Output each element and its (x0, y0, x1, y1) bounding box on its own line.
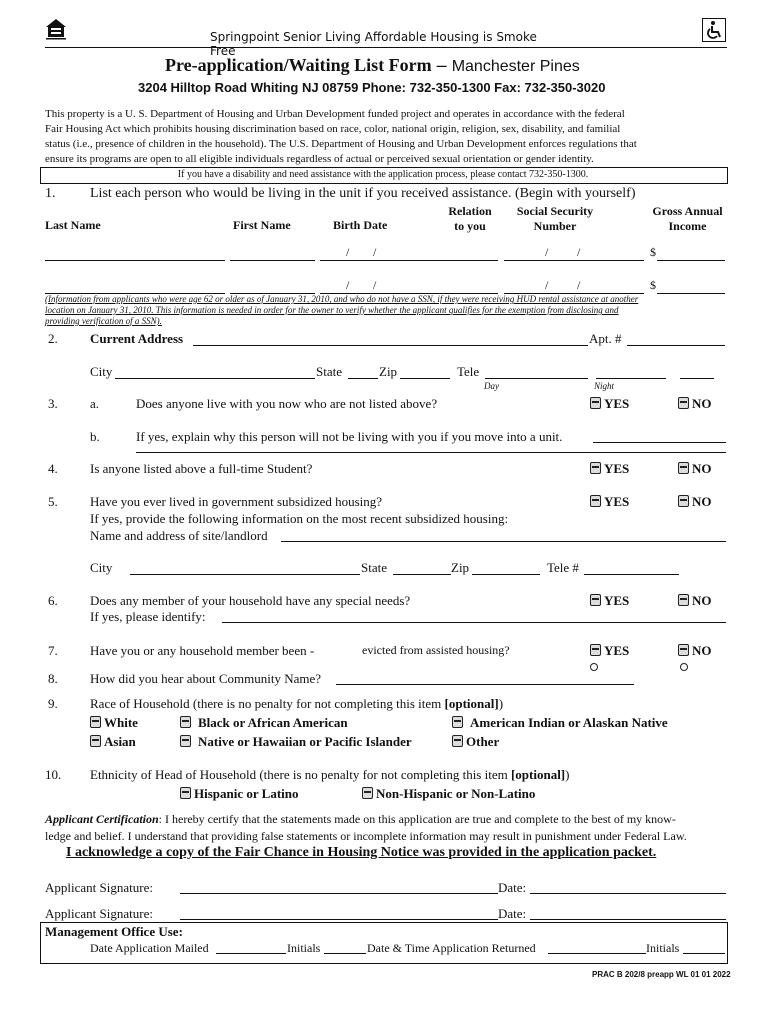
q3a-text: Does anyone live with you now who are not listed above? (136, 396, 438, 411)
q3b-field-2[interactable] (136, 452, 726, 453)
title-main: Pre-application/Waiting List Form (165, 55, 432, 75)
col-ssn-2: Number (533, 219, 577, 233)
checkbox-icon (590, 495, 601, 507)
q5-no-label: NO (692, 494, 712, 509)
q5-state-label: State (361, 560, 387, 575)
q3b-text: If yes, explain why this person will not be living with you if you move into a unit. (136, 429, 563, 444)
intro-line-2: Fair Housing Act which prohibits housing discrimination based on race, color, national origin, religion, sex, disability, and familial (45, 123, 621, 135)
intro-line-1: This property is a U. S. Department of Housing and Urban Development funded project and operates in accordance with the federal (45, 108, 625, 120)
tele-night-field[interactable] (596, 378, 666, 379)
q3-no[interactable] (678, 396, 712, 412)
q4-yes-label: YES (604, 461, 630, 476)
birth-slash-2b: / (373, 278, 377, 292)
q9-text (90, 696, 503, 712)
office-mailed-field[interactable] (216, 953, 286, 954)
birth-date-field-1[interactable] (320, 260, 430, 261)
q3b-label: b. (90, 429, 100, 444)
q6-yes[interactable] (590, 593, 629, 609)
q8-number: 8. (48, 671, 58, 686)
state-field[interactable] (348, 378, 378, 379)
applicant-signature-label-2: Applicant Signature: (45, 906, 153, 921)
checkbox-icon (590, 462, 601, 474)
col-ssn (505, 204, 605, 234)
special-needs-field[interactable] (222, 622, 726, 623)
office-mailed-label: Date Application Mailed (90, 941, 209, 955)
apt-field[interactable] (627, 345, 725, 346)
q5-city-label: City (90, 560, 113, 575)
office-initials-label-1: Initials (287, 941, 321, 955)
apt-label: Apt. # (589, 331, 622, 346)
race-black[interactable] (180, 715, 348, 731)
q5-text-1: Have you ever lived in government subsidized housing? (90, 494, 383, 509)
q5-state-field[interactable] (393, 574, 451, 575)
q5-text-3: Name and address of site/landlord (90, 528, 268, 543)
acknowledge-notice: I acknowledge a copy of the Fair Chance in Housing Notice was provided in the application packet. (66, 845, 657, 860)
race-other-label: Other (466, 734, 500, 749)
ethnicity-hispanic-label: Hispanic or Latino (194, 786, 299, 801)
checkbox-icon (590, 594, 601, 606)
race-hawaiian-label: Native or Hawaiian or Pacific Islander (198, 734, 412, 749)
checkbox-icon (180, 735, 191, 747)
ssn-field-1[interactable] (504, 260, 644, 261)
q4-no[interactable] (678, 461, 712, 477)
q1-number: 1. (45, 186, 56, 201)
q5-text-2: If yes, provide the following information on the most recent subsidized housing: (90, 511, 509, 526)
tele-night-ext-field[interactable] (680, 378, 714, 379)
last-name-field-1[interactable] (45, 260, 225, 261)
tele-label: Tele (457, 364, 480, 379)
disability-notice: If you have a disability and need assistance with the application process, please contact 732-350-1300. (177, 169, 589, 180)
q9-optional: [optional] (444, 696, 499, 711)
date-field-1[interactable] (530, 893, 726, 894)
col-income (640, 204, 735, 234)
q5-zip-label: Zip (451, 560, 470, 575)
applicant-signature-field-2[interactable] (180, 919, 498, 920)
income-field-1[interactable] (657, 260, 725, 261)
equal-housing-icon (45, 18, 67, 40)
q9-close: ) (498, 696, 504, 711)
q7-yes[interactable] (590, 643, 629, 659)
q7-no-label: NO (692, 643, 712, 658)
checkbox-icon (362, 787, 373, 799)
race-black-label: Black or African American (198, 715, 348, 730)
birth-slash-1b: / (373, 245, 377, 259)
q5-no[interactable] (678, 494, 712, 510)
checkbox-icon (180, 716, 191, 728)
checkbox-icon (452, 735, 463, 747)
q10-text (90, 767, 569, 783)
footer-code: PRAC B 202/8 preapp WL 01 01 2022 (592, 970, 731, 979)
birth-slash-2a: / (346, 278, 350, 292)
q10-text-main: Ethnicity of Head of Household (there is no penalty for not completing this item (90, 767, 511, 782)
q5-yes[interactable] (590, 494, 629, 510)
applicant-signature-field-1[interactable] (180, 893, 498, 894)
q2-number: 2. (48, 331, 58, 346)
q3-yes-label: YES (604, 396, 630, 411)
q7-text-b: evicted from assisted housing? (362, 643, 510, 657)
q8-yes-radio[interactable] (590, 663, 598, 671)
q4-text: Is anyone listed above a full-time Student? (90, 461, 313, 476)
checkbox-icon (678, 495, 689, 507)
intro-line-3: status (i.e., presence of children in the household). The U.S. Department of Housing and Urban Development enforces regulations that (45, 138, 637, 150)
checkbox-icon (452, 716, 463, 728)
q8-text: How did you hear about Community Name? (90, 671, 322, 686)
checkbox-icon (678, 594, 689, 606)
intro-line-4: ensure its programs are open to all eligible individuals regardless of actual or perceived sexual orientation or gender identity. (45, 153, 594, 165)
ethnicity-non-hispanic-label: Non-Hispanic or Non-Latino (376, 786, 536, 801)
col-last-name: Last Name (45, 218, 101, 232)
ssn-note-2: location on January 31, 2010. This information is needed in order for the owner to verify whether the applicant qualifies for the exemption from disclosing and (45, 305, 619, 315)
checkbox-icon (90, 735, 101, 747)
tele-day-label: Day (484, 381, 499, 391)
col-income-2: Income (668, 219, 707, 233)
top-banner: Springpoint Senior Living Affordable Housing is Smoke Free (210, 30, 537, 58)
ssn-slash-1b: / (577, 245, 581, 259)
q4-no-label: NO (692, 461, 712, 476)
col-first-name: First Name (233, 218, 291, 232)
col-income-1: Gross Annual (652, 204, 723, 218)
office-initials-field-1[interactable] (324, 953, 366, 954)
certification-text-1: : I hereby certify that the statements made on this application are true and complete to the best of my know- (158, 812, 676, 826)
management-office-label: Management Office Use: (45, 924, 183, 939)
q5-number: 5. (48, 494, 58, 509)
state-label: State (316, 364, 342, 379)
q6-yes-label: YES (604, 593, 630, 608)
q3a-label: a. (90, 396, 100, 411)
checkbox-icon (678, 644, 689, 656)
landlord-field[interactable] (281, 541, 726, 542)
q6-number: 6. (48, 593, 58, 608)
certification-line-1 (45, 812, 676, 827)
q9-number: 9. (48, 696, 58, 711)
race-native-american-label: American Indian or Alaskan Native (470, 715, 668, 730)
ssn-note-1: (Information from applicants who were age 62 or older as of January 31, 2010, and who do not have a SSN, if they were receiving HUD rental assistance at another (45, 294, 639, 304)
q7-no[interactable] (678, 643, 712, 659)
race-native-american[interactable] (452, 715, 668, 731)
q3-no-label: NO (692, 396, 712, 411)
q3-yes[interactable] (590, 396, 629, 412)
office-returned-field[interactable] (548, 953, 646, 954)
q6-no-label: NO (692, 593, 712, 608)
q5-yes-label: YES (604, 494, 630, 509)
col-relation-2: to you (454, 219, 486, 233)
q6-text-2: If yes, please identify: (90, 609, 206, 624)
q7-yes-label: YES (604, 643, 630, 658)
current-address-field[interactable] (193, 345, 588, 346)
accessibility-icon (702, 18, 726, 42)
q5-zip-field[interactable] (472, 574, 540, 575)
q3b-field-1[interactable] (593, 442, 726, 443)
ethnicity-hispanic[interactable] (180, 786, 299, 802)
community-name-field[interactable] (336, 684, 634, 685)
title-property: Manchester Pines (451, 58, 580, 75)
q4-yes[interactable] (590, 461, 629, 477)
q5-tele-field[interactable] (584, 574, 679, 575)
zip-label: Zip (379, 364, 398, 379)
tele-day-field[interactable] (485, 378, 588, 379)
col-relation (430, 204, 510, 234)
q5-tele-label: Tele # (547, 560, 579, 575)
q9-text-main: Race of Household (there is no penalty for not completing this item (90, 696, 445, 711)
certification-label: Applicant Certification (45, 812, 159, 826)
relation-field-1[interactable] (430, 260, 498, 261)
q3-number: 3. (48, 396, 58, 411)
q10-close: ) (565, 767, 570, 782)
certification-line-2: ledge and belief. I understand that providing false statements or incomplete information may result in punishment under Federal Law. (45, 829, 687, 843)
q5-city-field[interactable] (130, 574, 360, 575)
date-label-2: Date: (498, 906, 527, 921)
q6-no[interactable] (678, 593, 712, 609)
checkbox-icon (180, 787, 191, 799)
q1-text: List each person who would be living in the unit if you received assistance. (Begin with yourself) (90, 186, 636, 201)
q10-optional: [optional] (510, 767, 566, 782)
date-field-2[interactable] (530, 919, 726, 920)
ssn-note-3: providing verification of a SSN). (45, 316, 162, 326)
address-line: 3204 Hilltop Road Whiting NJ 08759 Phone: 732-350-1300 Fax: 732-350-3020 (138, 80, 606, 95)
office-returned-label: Date & Time Application Returned (367, 941, 536, 955)
race-other[interactable] (452, 734, 499, 750)
city-field[interactable] (115, 378, 315, 379)
dollar-2: $ (650, 278, 656, 292)
city-label: City (90, 364, 113, 379)
dollar-1: $ (650, 245, 656, 259)
checkbox-icon (590, 644, 601, 656)
col-birth-date: Birth Date (333, 218, 388, 232)
q8-no-radio[interactable] (680, 663, 688, 671)
q6-text-1: Does any member of your household have any special needs? (90, 593, 411, 608)
checkbox-icon (678, 397, 689, 409)
page-title (165, 55, 580, 76)
header-rule (45, 47, 727, 48)
ssn-note (45, 294, 735, 327)
ethnicity-non-hispanic[interactable] (362, 786, 535, 802)
checkbox-icon (678, 462, 689, 474)
race-asian-label: Asian (104, 734, 136, 749)
race-white-label: White (104, 715, 138, 730)
q4-number: 4. (48, 461, 58, 476)
zip-field[interactable] (400, 378, 450, 379)
q7-number: 7. (48, 643, 58, 658)
col-ssn-1: Social Security (516, 204, 594, 218)
title-dash: – (431, 55, 452, 75)
ssn-slash-2b: / (577, 278, 581, 292)
col-relation-1: Relation (448, 204, 492, 218)
q2-label: Current Address (90, 331, 184, 346)
ssn-slash-1a: / (545, 245, 549, 259)
race-asian[interactable] (90, 734, 136, 750)
race-hawaiian[interactable] (180, 734, 412, 750)
checkbox-icon (590, 397, 601, 409)
applicant-signature-label-1: Applicant Signature: (45, 880, 153, 895)
birth-slash-1a: / (346, 245, 350, 259)
q7-text: Have you or any household member been - (90, 643, 315, 658)
office-initials-label-2: Initials (646, 941, 680, 955)
tele-night-label: Night (594, 381, 615, 391)
ssn-slash-2a: / (545, 278, 549, 292)
race-white[interactable] (90, 715, 138, 731)
date-label-1: Date: (498, 880, 527, 895)
office-initials-field-2[interactable] (683, 953, 725, 954)
first-name-field-1[interactable] (230, 260, 315, 261)
q10-number: 10. (45, 767, 62, 782)
checkbox-icon (90, 716, 101, 728)
